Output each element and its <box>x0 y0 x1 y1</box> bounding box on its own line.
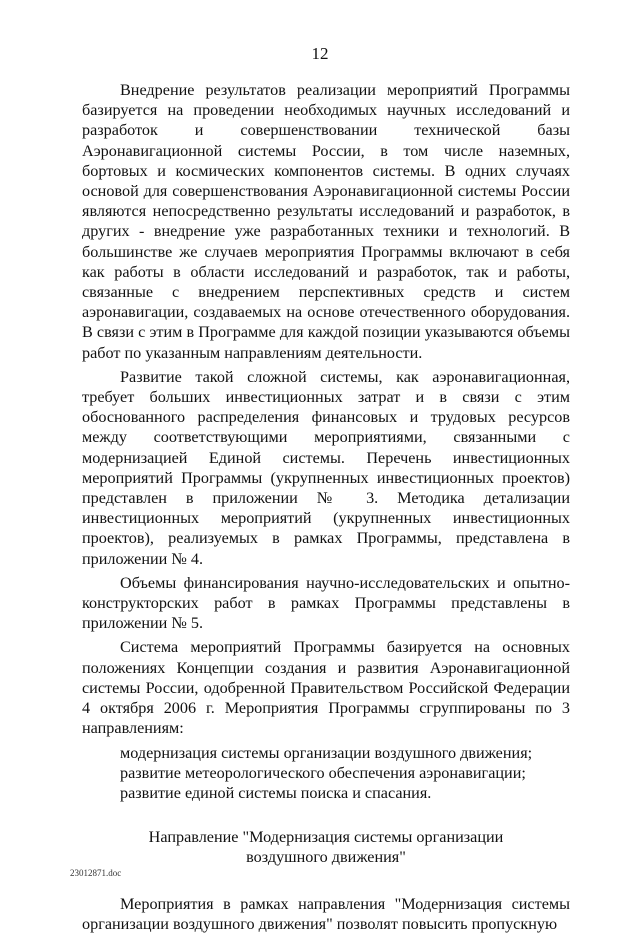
section-heading-line-1: Направление "Модернизация системы организации <box>148 828 504 847</box>
paragraph-research: Внедрение результатов реализации мероприятий Программы базируется на проведении необходимых научных исследований и разработок и совершенствовании технической базы Аэронавигационной системы России, в том числе наземных, бортовых и космических компонентов системы. В одних случаях основой для совершенствования Аэронавигационной системы России являются непосредственно результаты исследований и разработок, в других - внедрение уже разработанных техники и технологий. В большинстве же случаев мероприятия Программы включают в себя как работы в области исследований и разработок, так и работы, связанные с внедрением перспективных средств и систем аэронавигации, создаваемых на основе отечественного оборудования. В связи с этим в Программе для каждой позиции указываются объемы работ по указанным направлениям деятельности. <box>82 81 570 362</box>
list-item: модернизация системы организации воздушного движения; <box>120 743 533 762</box>
paragraph-atm-direction: Мероприятия в рамках направления "Модернизация системы организации воздушного движения" позволят повысить пропускную <box>82 894 570 933</box>
section-heading <box>82 827 570 867</box>
list-item: развитие единой системы поиска и спасания. <box>120 783 432 802</box>
footer-filename: 23012871.doc <box>70 868 122 878</box>
page-number: 12 <box>311 44 329 63</box>
paragraph-funding: Объемы финансирования научно-исследовательских и опытно-конструкторских работ в рамках Программы представлены в приложении № 5. <box>82 573 570 633</box>
document-body <box>82 80 570 938</box>
paragraph-measures-system: Система мероприятий Программы базируется на основных положениях Концепции создания и развития Аэронавигационной системы России, одобренной Правительством Российской Федерации 4 октября 2006 г. Мероприятия Программы сгруппированы по 3 направлениям: <box>82 638 570 738</box>
section-heading-line-2: воздушного движения" <box>246 848 406 867</box>
list-item: развитие метеорологического обеспечения аэронавигации; <box>120 763 526 782</box>
directions-list <box>82 743 570 804</box>
paragraph-investment: Развитие такой сложной системы, как аэронавигационная, требует больших инвестиционных затрат и в связи с этим обоснованного распределения финансовых и трудовых ресурсов между соответствующими мероприятиями, связанными с модернизацией Единой системы. Перечень инвестиционных мероприятий Программы (укрупненных инвестиционных проектов) представлен в приложении № 3. Методика детализации инвестиционных мероприятий (укрупненных инвестиционных проектов), реализуемых в рамках Программы, представлена в приложении № 4. <box>82 367 570 568</box>
